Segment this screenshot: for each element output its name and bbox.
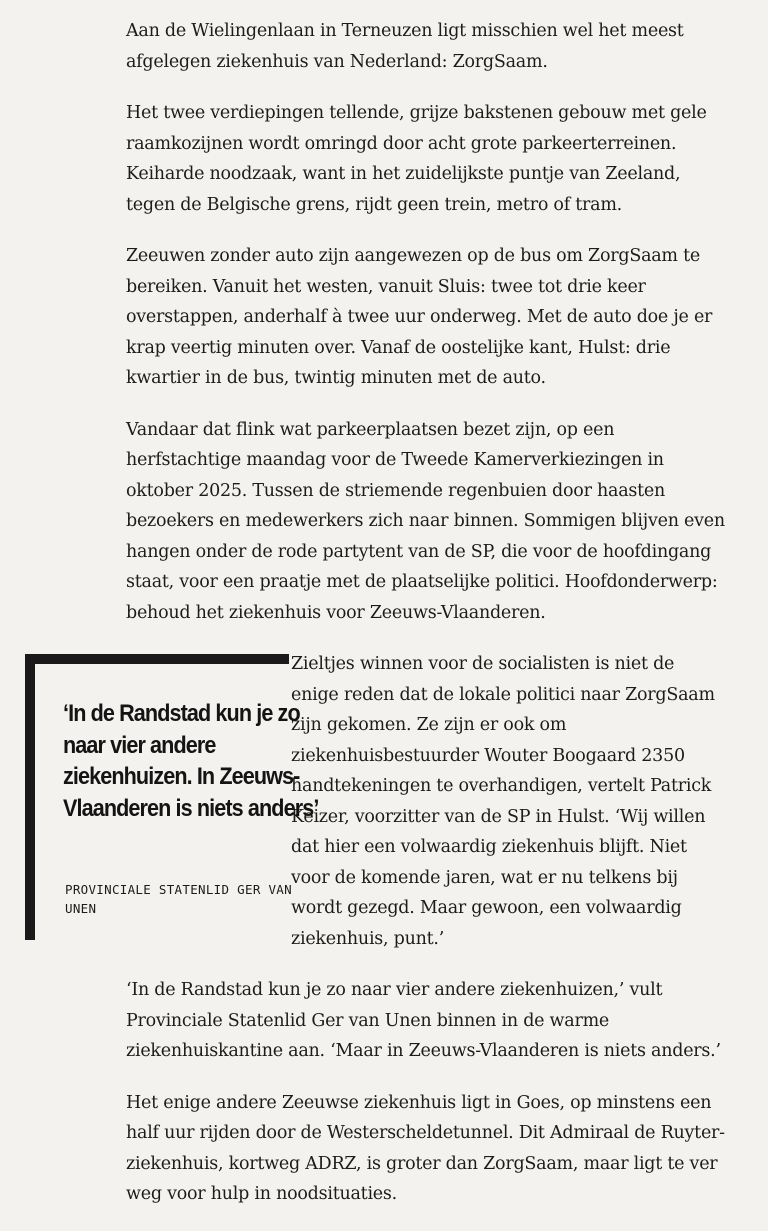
paragraph: Het twee verdiepingen tellende, grijze bakstenen gebouw met gele raamkozijnen wordt omringd door acht grote parkeerterreinen. Keiharde noodzaak, want in het zuidelijkste puntje van Zeeland, tegen de Belgische grens, rijdt geen trein, metro of tram.	[126, 103, 707, 215]
paragraph: Zieltjes winnen voor de socialisten is niet de enige reden dat de lokale politici naar ZorgSaam zijn gekomen. Ze zijn er ook om ziekenhuisbestuurder Wouter Boogaard 2350 handtekeningen te overhandigen, vertelt Patrick Keizer, voorzitter van de SP in Hulst. ‘Wij willen dat hier een volwaardig ziekenhuis blijft. Niet voor de komende jaren, wat er nu telkens bij wordt gezegd. Maar gewoon, een volwaardig ziekenhuis, punt.’	[291, 654, 715, 949]
paragraph: Vandaar dat flink wat parkeerplaatsen bezet zijn, op een herfstachtige maandag voor de Tweede Kamerverkiezingen in oktober 2025. Tussen de striemende regenbuien door haasten bezoekers en medewerkers zich naar binnen. Sommigen blijven even hangen onder de rode partytent van de SP, die voor de hoofdingang staat, voor een praatje met de plaatselijke politici. Hoofdonderwerp: behoud het ziekenhuis voor Zeeuws-Vlaanderen.	[126, 419, 725, 623]
paragraph: Zeeuwen zonder auto zijn aangewezen op de bus om ZorgSaam te bereiken. Vanuit het westen, vanuit Sluis: twee tot drie keer overstappen, anderhalf à twee uur onderweg. Met de auto doe je er krap veertig minuten over. Vanaf de oostelijke kant, Hulst: drie kwartier in de bus, twintig minuten met de auto.	[126, 246, 713, 388]
paragraph: Het enige andere Zeeuwse ziekenhuis ligt in Goes, op minstens een half uur rijden door de Westerscheldetunnel. Dit Admiraal de Ruyter-ziekenhuis, kortweg ADRZ, is groter dan ZorgSaam, maar ligt te ver weg voor hulp in noodsituaties.	[126, 1092, 725, 1204]
pull-quote-text: ‘In de Randstad kun je zo naar vier andere ziekenhuizen. In Zeeuws-Vlaanderen is niets anders’	[63, 700, 319, 822]
article-body	[63, 16, 726, 1231]
pull-quote-box	[25, 654, 319, 940]
pull-quote-attribution: PROVINCIALE STATENLID GER VAN UNEN	[65, 882, 292, 916]
paragraph: ‘In de Randstad kun je zo naar vier andere ziekenhuizen,’ vult Provinciale Statenlid Ger van Unen binnen in de warme ziekenhuiskantine aan. ‘Maar in Zeeuws-Vlaanderen is niets anders.’	[126, 980, 721, 1061]
paragraph: Aan de Wielingenlaan in Terneuzen ligt misschien wel het meest afgelegen ziekenhuis van Nederland: ZorgSaam.	[126, 21, 684, 72]
